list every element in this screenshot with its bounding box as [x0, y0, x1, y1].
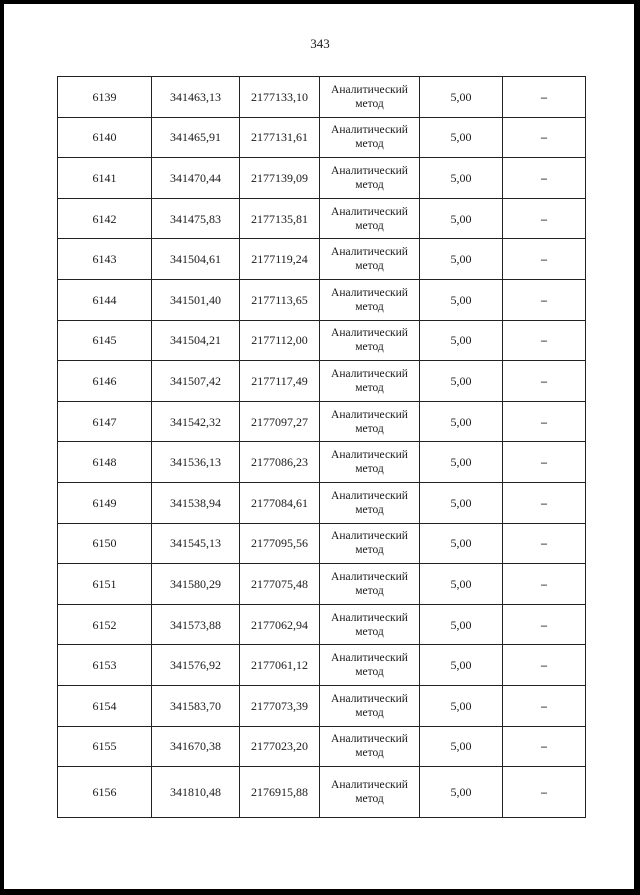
x-coordinate-cell: 341573,88: [152, 604, 240, 645]
point-id-cell: 6146: [58, 361, 152, 402]
x-coordinate-cell: 341810,48: [152, 767, 240, 818]
note-cell: –: [503, 767, 586, 818]
note-cell: –: [503, 361, 586, 402]
method-line1: Аналитический: [331, 124, 408, 137]
method-line1: Аналитический: [331, 205, 408, 218]
method-cell: [320, 645, 420, 686]
note-cell: –: [503, 77, 586, 118]
point-id-cell: 6149: [58, 482, 152, 523]
method-line2: метод: [355, 793, 384, 806]
table-row: [58, 401, 586, 442]
method-line2: метод: [355, 97, 384, 110]
y-coordinate-cell: 2177097,27: [240, 401, 320, 442]
accuracy-cell: 5,00: [420, 604, 503, 645]
note-cell: –: [503, 198, 586, 239]
x-coordinate-cell: 341670,38: [152, 726, 240, 767]
method-line1: Аналитический: [331, 530, 408, 543]
method-cell: [320, 361, 420, 402]
x-coordinate-cell: 341580,29: [152, 564, 240, 605]
table-row: [58, 564, 586, 605]
method-line1: Аналитический: [331, 570, 408, 583]
table-body: [58, 77, 586, 818]
table-row: [58, 685, 586, 726]
point-id-cell: 6153: [58, 645, 152, 686]
page-number: 343: [310, 36, 330, 51]
note-cell: –: [503, 442, 586, 483]
table-row: [58, 198, 586, 239]
accuracy-cell: 5,00: [420, 361, 503, 402]
accuracy-cell: 5,00: [420, 117, 503, 158]
point-id-cell: 6156: [58, 767, 152, 818]
table-row: [58, 523, 586, 564]
x-coordinate-cell: 341504,61: [152, 239, 240, 280]
method-cell: [320, 239, 420, 280]
accuracy-cell: 5,00: [420, 726, 503, 767]
accuracy-cell: 5,00: [420, 685, 503, 726]
point-id-cell: 6145: [58, 320, 152, 361]
y-coordinate-cell: 2177139,09: [240, 158, 320, 199]
accuracy-cell: 5,00: [420, 320, 503, 361]
method-line1: Аналитический: [331, 733, 408, 746]
method-cell: [320, 482, 420, 523]
x-coordinate-cell: 341576,92: [152, 645, 240, 686]
method-line2: метод: [355, 706, 384, 719]
point-id-cell: 6148: [58, 442, 152, 483]
note-cell: –: [503, 239, 586, 280]
point-id-cell: 6141: [58, 158, 152, 199]
table-row: [58, 77, 586, 118]
note-cell: –: [503, 685, 586, 726]
y-coordinate-cell: 2177075,48: [240, 564, 320, 605]
method-line2: метод: [355, 666, 384, 679]
method-line2: метод: [355, 381, 384, 394]
method-line2: метод: [355, 422, 384, 435]
method-cell: [320, 726, 420, 767]
method-line1: Аналитический: [331, 246, 408, 259]
method-line1: Аналитический: [331, 692, 408, 705]
method-line2: метод: [355, 178, 384, 191]
point-id-cell: 6152: [58, 604, 152, 645]
accuracy-cell: 5,00: [420, 482, 503, 523]
table-row: [58, 239, 586, 280]
accuracy-cell: 5,00: [420, 564, 503, 605]
point-id-cell: 6155: [58, 726, 152, 767]
table-row: [58, 645, 586, 686]
x-coordinate-cell: 341475,83: [152, 198, 240, 239]
method-line2: метод: [355, 138, 384, 151]
point-id-cell: 6147: [58, 401, 152, 442]
y-coordinate-cell: 2177131,61: [240, 117, 320, 158]
note-cell: –: [503, 523, 586, 564]
method-line1: Аналитический: [331, 327, 408, 340]
method-line2: метод: [355, 219, 384, 232]
method-line1: Аналитический: [331, 611, 408, 624]
y-coordinate-cell: 2177133,10: [240, 77, 320, 118]
method-line1: Аналитический: [331, 367, 408, 380]
x-coordinate-cell: 341536,13: [152, 442, 240, 483]
accuracy-cell: 5,00: [420, 523, 503, 564]
method-cell: [320, 198, 420, 239]
accuracy-cell: 5,00: [420, 442, 503, 483]
x-coordinate-cell: 341501,40: [152, 279, 240, 320]
table-row: [58, 158, 586, 199]
x-coordinate-cell: 341507,42: [152, 361, 240, 402]
y-coordinate-cell: 2177095,56: [240, 523, 320, 564]
x-coordinate-cell: 341538,94: [152, 482, 240, 523]
table-row: [58, 117, 586, 158]
x-coordinate-cell: 341504,21: [152, 320, 240, 361]
note-cell: –: [503, 320, 586, 361]
y-coordinate-cell: 2177061,12: [240, 645, 320, 686]
method-line2: метод: [355, 584, 384, 597]
x-coordinate-cell: 341463,13: [152, 77, 240, 118]
point-id-cell: 6140: [58, 117, 152, 158]
method-line1: Аналитический: [331, 286, 408, 299]
table-row: [58, 361, 586, 402]
note-cell: –: [503, 482, 586, 523]
method-cell: [320, 320, 420, 361]
table-row: [58, 442, 586, 483]
x-coordinate-cell: 341470,44: [152, 158, 240, 199]
method-line1: Аналитический: [331, 408, 408, 421]
method-line2: метод: [355, 625, 384, 638]
table-row: [58, 726, 586, 767]
table-row: [58, 482, 586, 523]
note-cell: –: [503, 158, 586, 199]
method-cell: [320, 564, 420, 605]
y-coordinate-cell: 2177062,94: [240, 604, 320, 645]
y-coordinate-cell: 2177084,61: [240, 482, 320, 523]
accuracy-cell: 5,00: [420, 767, 503, 818]
method-cell: [320, 604, 420, 645]
table-row: [58, 320, 586, 361]
y-coordinate-cell: 2177135,81: [240, 198, 320, 239]
method-line1: Аналитический: [331, 652, 408, 665]
accuracy-cell: 5,00: [420, 77, 503, 118]
method-cell: [320, 158, 420, 199]
y-coordinate-cell: 2177113,65: [240, 279, 320, 320]
method-line1: Аналитический: [331, 489, 408, 502]
point-id-cell: 6151: [58, 564, 152, 605]
point-id-cell: 6150: [58, 523, 152, 564]
point-id-cell: 6139: [58, 77, 152, 118]
note-cell: –: [503, 604, 586, 645]
accuracy-cell: 5,00: [420, 279, 503, 320]
method-line2: метод: [355, 260, 384, 273]
table-row: [58, 604, 586, 645]
point-id-cell: 6144: [58, 279, 152, 320]
y-coordinate-cell: 2177119,24: [240, 239, 320, 280]
accuracy-cell: 5,00: [420, 198, 503, 239]
y-coordinate-cell: 2177117,49: [240, 361, 320, 402]
note-cell: –: [503, 645, 586, 686]
y-coordinate-cell: 2177086,23: [240, 442, 320, 483]
y-coordinate-cell: 2177023,20: [240, 726, 320, 767]
point-id-cell: 6143: [58, 239, 152, 280]
note-cell: –: [503, 279, 586, 320]
method-line2: метод: [355, 463, 384, 476]
method-cell: [320, 401, 420, 442]
note-cell: –: [503, 401, 586, 442]
method-cell: [320, 279, 420, 320]
note-cell: –: [503, 117, 586, 158]
x-coordinate-cell: 341583,70: [152, 685, 240, 726]
accuracy-cell: 5,00: [420, 158, 503, 199]
x-coordinate-cell: 341542,32: [152, 401, 240, 442]
method-line2: метод: [355, 300, 384, 313]
point-id-cell: 6154: [58, 685, 152, 726]
note-cell: –: [503, 564, 586, 605]
accuracy-cell: 5,00: [420, 401, 503, 442]
method-line1: Аналитический: [331, 164, 408, 177]
method-line1: Аналитический: [331, 83, 408, 96]
method-line2: метод: [355, 747, 384, 760]
method-cell: [320, 77, 420, 118]
x-coordinate-cell: 341465,91: [152, 117, 240, 158]
y-coordinate-cell: 2177112,00: [240, 320, 320, 361]
method-cell: [320, 523, 420, 564]
method-line2: метод: [355, 544, 384, 557]
method-line2: метод: [355, 503, 384, 516]
coordinates-table: [57, 76, 586, 818]
method-cell: [320, 117, 420, 158]
x-coordinate-cell: 341545,13: [152, 523, 240, 564]
method-cell: [320, 442, 420, 483]
method-line2: метод: [355, 341, 384, 354]
method-cell: [320, 685, 420, 726]
table-row: [58, 279, 586, 320]
method-line1: Аналитический: [331, 449, 408, 462]
note-cell: –: [503, 726, 586, 767]
accuracy-cell: 5,00: [420, 645, 503, 686]
accuracy-cell: 5,00: [420, 239, 503, 280]
y-coordinate-cell: 2177073,39: [240, 685, 320, 726]
point-id-cell: 6142: [58, 198, 152, 239]
method-line1: Аналитический: [331, 779, 408, 792]
y-coordinate-cell: 2176915,88: [240, 767, 320, 818]
method-cell: [320, 767, 420, 818]
table-row: [58, 767, 586, 818]
